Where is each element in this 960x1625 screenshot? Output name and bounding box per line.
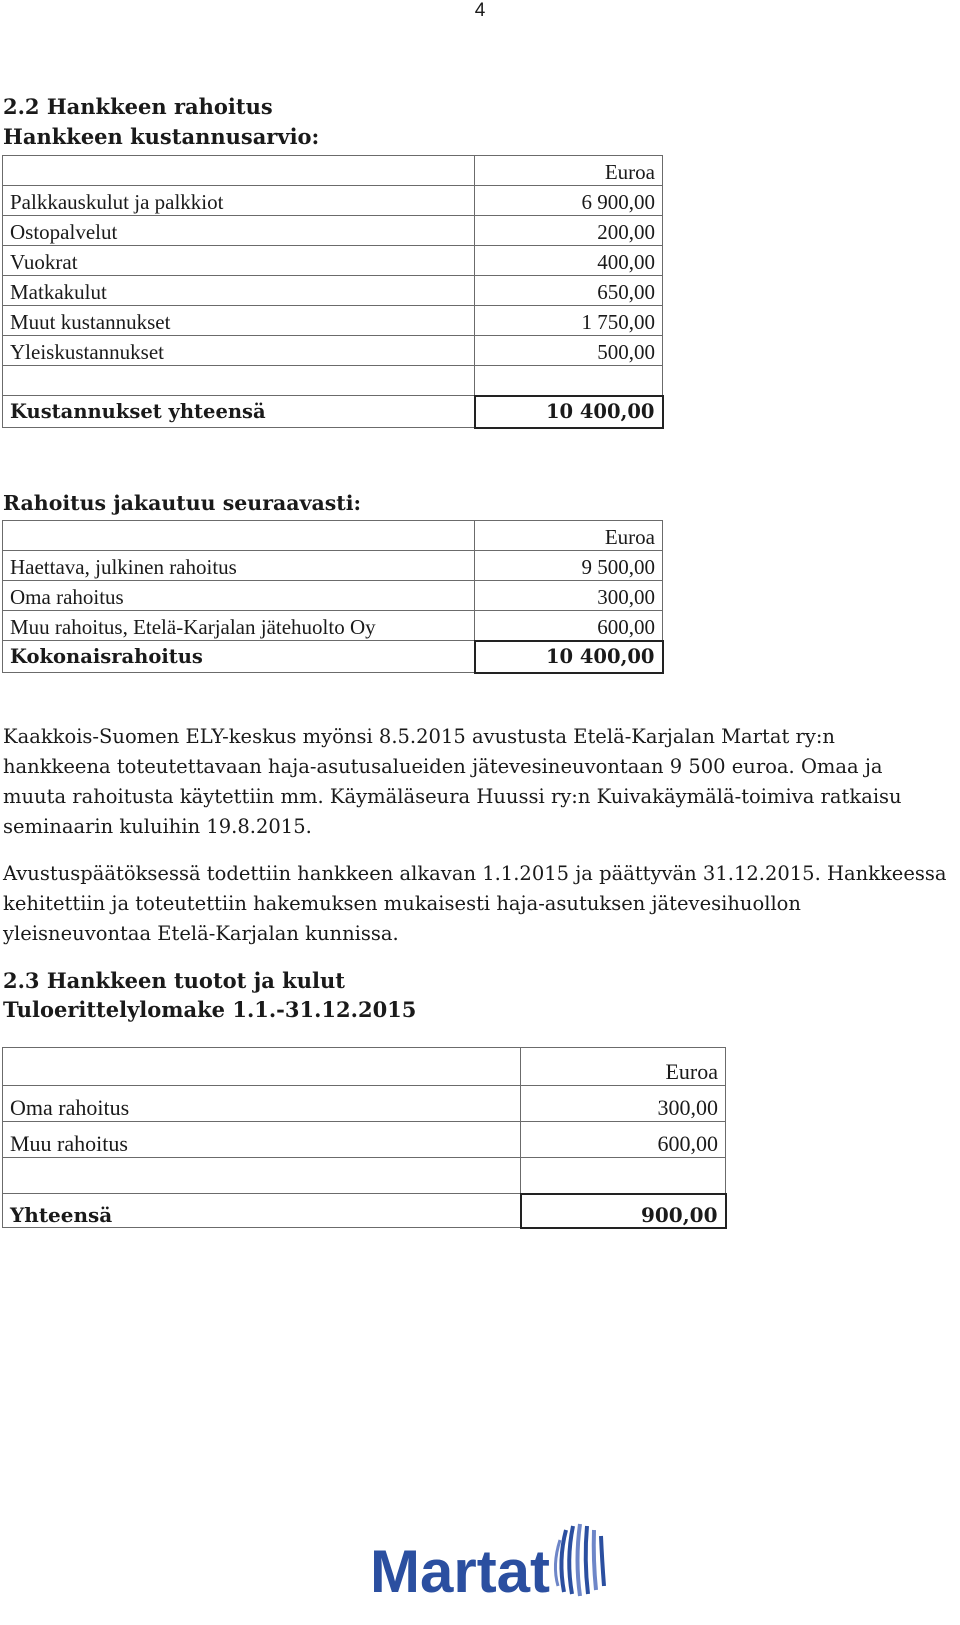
table-header-row (3, 521, 663, 551)
table-header-row (3, 1048, 726, 1086)
section-heading-2-3: 2.3 Hankkeen tuotot ja kulut (3, 968, 345, 993)
logo-wordmark: Martat (370, 1538, 551, 1600)
total-value: 10 400,00 (475, 396, 663, 428)
text-line: seminaarin kuluihin 19.8.2015. (3, 815, 312, 838)
income-table (2, 1047, 727, 1229)
paragraph-project-period (3, 859, 953, 949)
text-line: hankkeena toteutettavaan haja-asutusalueiden jätevesineuvontaan 9 500 euroa. Omaa ja (3, 755, 883, 778)
income-subheading: Tuloerittelylomake 1.1.-31.12.2015 (3, 997, 417, 1022)
row-label: Vuokrat (3, 246, 475, 276)
row-label: Yleiskustannukset (3, 336, 475, 366)
row-label: Muut kustannukset (3, 306, 475, 336)
table-header-row (3, 156, 663, 186)
row-label: Muu rahoitus (3, 1122, 521, 1158)
table-row (3, 216, 663, 246)
currency-header: Euroa (521, 1048, 726, 1086)
logo-emblem-icon (555, 1524, 604, 1596)
table-row (3, 246, 663, 276)
total-label: Kustannukset yhteensä (3, 396, 475, 428)
row-label: Muu rahoitus, Etelä-Karjalan jätehuolto Oy (3, 611, 475, 641)
table-row-empty (3, 1158, 726, 1194)
budget-table (2, 155, 664, 429)
row-value: 600,00 (521, 1122, 726, 1158)
paragraph-funding-decision (3, 722, 953, 842)
table-cell-empty (3, 521, 475, 551)
currency-header: Euroa (475, 521, 663, 551)
financing-table (2, 520, 664, 674)
table-row (3, 551, 663, 581)
financing-heading: Rahoitus jakautuu seuraavasti: (3, 491, 362, 515)
row-value: 200,00 (475, 216, 663, 246)
table-cell-empty (3, 156, 475, 186)
table-cell-empty (521, 1158, 726, 1194)
section-heading-2-2: 2.2 Hankkeen rahoitus (3, 94, 273, 119)
text-line: kehitettiin ja toteutettiin hakemuksen mukaisesti haja-asutuksen jätevesihuollon (3, 892, 801, 915)
row-value: 300,00 (475, 581, 663, 611)
table-row (3, 336, 663, 366)
table-row-empty (3, 366, 663, 396)
budget-subheading: Hankkeen kustannusarvio: (3, 124, 320, 149)
total-row (3, 1194, 726, 1228)
row-value: 500,00 (475, 336, 663, 366)
row-value: 600,00 (475, 611, 663, 641)
row-label: Oma rahoitus (3, 581, 475, 611)
row-value: 9 500,00 (475, 551, 663, 581)
table-row (3, 1086, 726, 1122)
table-cell-empty (3, 1048, 521, 1086)
martat-logo (370, 1520, 620, 1600)
row-label: Ostopalvelut (3, 216, 475, 246)
table-row (3, 1122, 726, 1158)
text-line: Kaakkois-Suomen ELY-keskus myönsi 8.5.2015 avustusta Etelä-Karjalan Martat ry:n (3, 725, 835, 748)
total-value: 900,00 (521, 1194, 726, 1228)
total-value: 10 400,00 (475, 641, 663, 673)
table-row (3, 306, 663, 336)
table-row (3, 276, 663, 306)
currency-header: Euroa (475, 156, 663, 186)
row-label: Oma rahoitus (3, 1086, 521, 1122)
row-value: 6 900,00 (475, 186, 663, 216)
table-row (3, 581, 663, 611)
table-cell-empty (3, 366, 475, 396)
row-value: 1 750,00 (475, 306, 663, 336)
table-row (3, 611, 663, 641)
row-label: Matkakulut (3, 276, 475, 306)
row-label: Haettava, julkinen rahoitus (3, 551, 475, 581)
total-row (3, 396, 663, 428)
page-number: 4 (474, 0, 486, 21)
text-line: yleisneuvontaa Etelä-Karjalan kunnissa. (3, 922, 399, 945)
text-line: Avustuspäätöksessä todettiin hankkeen alkavan 1.1.2015 ja päättyvän 31.12.2015. Hankkeessa (3, 862, 947, 885)
total-label: Yhteensä (3, 1194, 521, 1228)
row-value: 400,00 (475, 246, 663, 276)
row-value: 650,00 (475, 276, 663, 306)
row-label: Palkkauskulut ja palkkiot (3, 186, 475, 216)
table-cell-empty (3, 1158, 521, 1194)
row-value: 300,00 (521, 1086, 726, 1122)
total-label: Kokonaisrahoitus (3, 641, 475, 673)
total-row (3, 641, 663, 673)
table-row (3, 186, 663, 216)
text-line: muuta rahoitusta käytettiin mm. Käymäläseura Huussi ry:n Kuivakäymälä-toimiva ratkaisu (3, 785, 902, 808)
table-cell-empty (475, 366, 663, 396)
